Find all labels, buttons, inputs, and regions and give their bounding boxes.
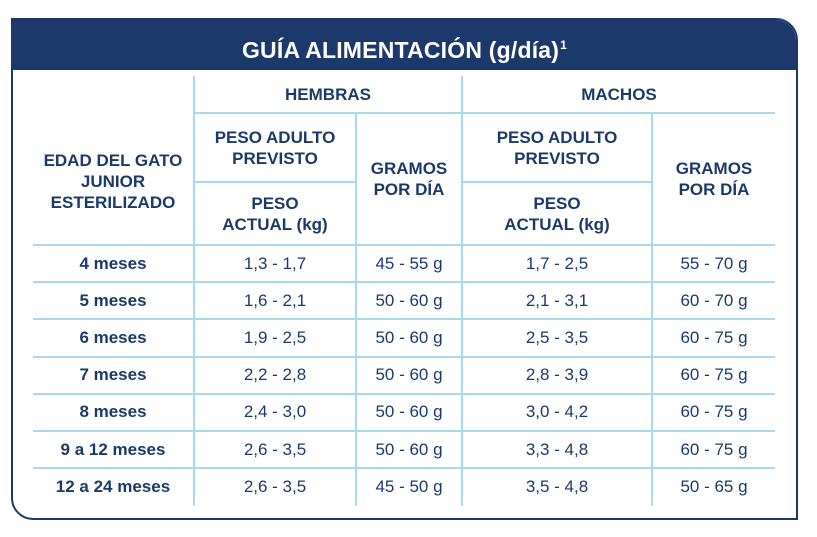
female-current-weight-header: PESO ACTUAL (kg) — [222, 193, 328, 234]
male-weight-cell: 3,0 - 4,2 — [525, 402, 589, 422]
female-expected-weight-header: PESO ADULTO PREVISTO — [214, 127, 336, 168]
male-weight-cell: 3,5 - 4,8 — [525, 476, 589, 496]
male-grams-header: GRAMOS POR DÍA — [675, 159, 753, 199]
divider — [195, 112, 775, 114]
male-grams-cell: 60 - 75 g — [680, 402, 748, 422]
female-weight-cell: 2,4 - 3,0 — [243, 402, 307, 422]
male-weight-cell: 3,3 - 4,8 — [525, 439, 589, 459]
male-current-weight-header: PESO ACTUAL (kg) — [504, 193, 610, 234]
feeding-guide-card — [11, 18, 798, 520]
male-grams-cell: 60 - 75 g — [680, 327, 748, 347]
age-cell: 5 meses — [79, 290, 147, 310]
age-cell: 12 a 24 meses — [55, 476, 171, 496]
male-weight-cell: 2,5 - 3,5 — [525, 327, 589, 347]
male-grams-cell: 60 - 75 g — [680, 365, 748, 385]
male-weight-cell: 1,7 - 2,5 — [525, 253, 589, 273]
males-header: MACHOS — [581, 84, 657, 104]
age-cell: 7 meses — [79, 365, 147, 385]
female-grams-cell: 50 - 60 g — [375, 402, 443, 422]
female-weight-cell: 1,6 - 2,1 — [243, 290, 307, 310]
female-weight-cell: 2,6 - 3,5 — [243, 476, 307, 496]
male-expected-weight-header: PESO ADULTO PREVISTO — [496, 127, 618, 168]
female-grams-cell: 50 - 60 g — [375, 439, 443, 459]
divider — [463, 181, 651, 183]
table-title: GUÍA ALIMENTACIÓN (g/día) — [241, 37, 560, 63]
female-weight-cell: 2,2 - 2,8 — [243, 365, 307, 385]
age-cell: 4 meses — [79, 253, 147, 273]
female-weight-cell: 1,9 - 2,5 — [243, 327, 307, 347]
male-grams-cell: 60 - 75 g — [680, 439, 748, 459]
female-grams-cell: 50 - 60 g — [375, 327, 443, 347]
table-title-bar — [13, 20, 796, 70]
female-grams-cell: 50 - 60 g — [375, 365, 443, 385]
age-cell: 9 a 12 meses — [60, 439, 166, 459]
male-weight-cell: 2,1 - 3,1 — [525, 290, 589, 310]
age-column-header: EDAD DEL GATO JUNIOR ESTERILIZADO — [43, 150, 183, 212]
age-cell: 8 meses — [79, 402, 147, 422]
divider — [195, 181, 355, 183]
female-weight-cell: 1,3 - 1,7 — [243, 253, 307, 273]
female-weight-cell: 2,6 - 3,5 — [243, 439, 307, 459]
male-weight-cell: 2,8 - 3,9 — [525, 365, 589, 385]
female-grams-cell: 50 - 60 g — [375, 290, 443, 310]
title-footnote-marker: 1 — [560, 38, 568, 52]
females-header: HEMBRAS — [285, 84, 371, 104]
male-grams-cell: 55 - 70 g — [680, 253, 748, 273]
female-grams-cell: 45 - 55 g — [375, 253, 443, 273]
male-grams-cell: 60 - 70 g — [680, 290, 748, 310]
female-grams-header: GRAMOS POR DÍA — [370, 159, 448, 199]
age-cell: 6 meses — [79, 327, 147, 347]
female-grams-cell: 45 - 50 g — [375, 476, 443, 496]
male-grams-cell: 50 - 65 g — [680, 476, 748, 496]
